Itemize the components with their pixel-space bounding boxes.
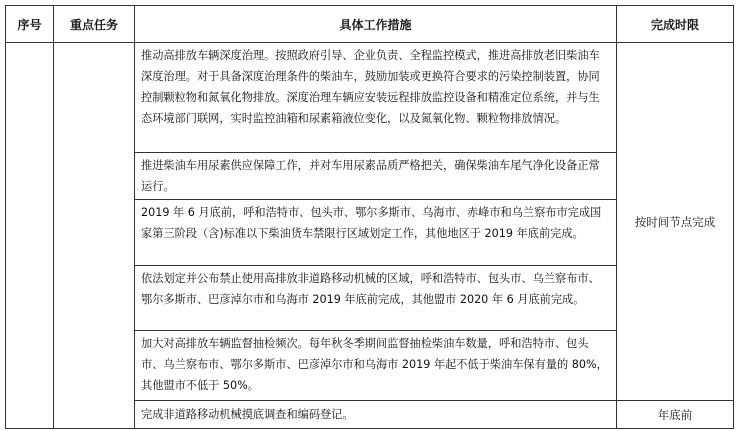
header-seq: 序号 bbox=[6, 6, 54, 43]
table-row bbox=[6, 43, 734, 153]
measure-cell: 2019 年 6 月底前，呼和浩特市、包头市、鄂尔多斯市、乌海市、赤峰市和乌兰察布市完成国家第三阶段（含)标准以下柴油货车禁限行区域划定工作，其他地区于 2019 年底前完成。 bbox=[135, 200, 617, 266]
header-measures: 具体工作措施 bbox=[135, 6, 617, 43]
header-deadline: 完成时限 bbox=[617, 6, 734, 43]
deadline-cell-grouped: 按时间节点完成 bbox=[617, 43, 734, 401]
measure-cell: 完成非道路移动机械摸底调查和编码登记。 bbox=[135, 401, 617, 429]
measure-cell: 加大对高排放车辆监督抽检频次。每年秋冬季期间监督抽检柴油车数量，呼和浩特市、包头市、乌兰察布市、鄂尔多斯市、巴彦淖尔市和乌海市 2019 年起不低于柴油车保有量的 80%，其他盟市不低于 50%。 bbox=[135, 331, 617, 401]
seq-cell bbox=[6, 43, 54, 429]
measure-cell: 依法划定并公布禁止使用高排放非道路移动机械的区域，呼和浩特市、包头市、乌兰察布市、鄂尔多斯市、巴彦淖尔市和乌海市 2019 年底前完成，其他盟市 2020 年 6 月底前完成。 bbox=[135, 266, 617, 331]
deadline-cell-last: 年底前 bbox=[617, 401, 734, 429]
task-cell bbox=[54, 43, 135, 429]
header-task: 重点任务 bbox=[54, 6, 135, 43]
measures-table bbox=[5, 5, 734, 429]
header-row bbox=[6, 6, 734, 43]
measure-cell: 推进柴油车用尿素供应保障工作，并对车用尿素品质严格把关，确保柴油车尾气净化设备正常运行。 bbox=[135, 153, 617, 200]
measure-cell: 推动高排放车辆深度治理。按照政府引导、企业负责、全程监控模式，推进高排放老旧柴油车深度治理。对于具备深度治理条件的柴油车，鼓励加装或更换符合要求的污染控制装置，协同控制颗粒物和氮氧化物排放。深度治理车辆应安装远程排放监控设备和精准定位系统，并与生态环境部门联网，实时监控油箱和尿素箱液位变化，以及氮氧化物、颗粒物排放情况。 bbox=[135, 43, 617, 153]
